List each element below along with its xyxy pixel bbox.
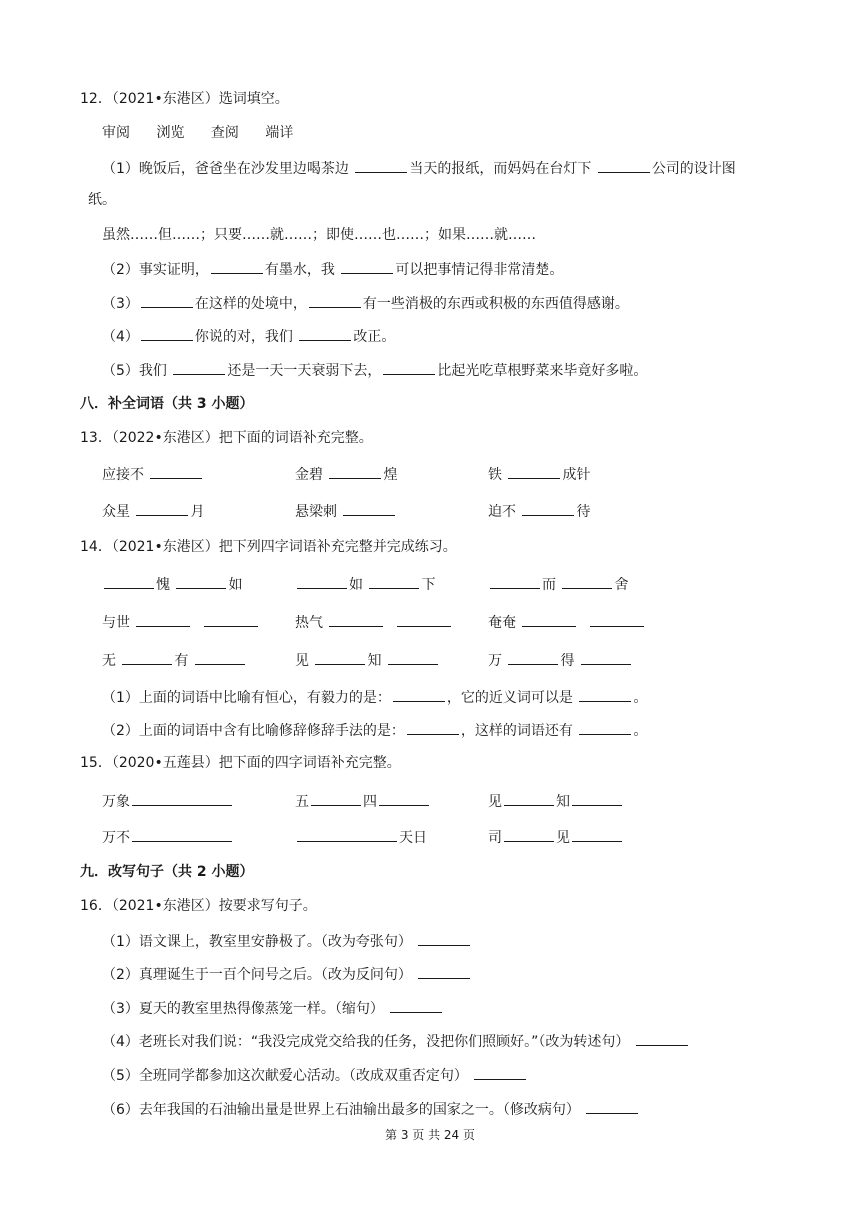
answer-blank[interactable] [636, 1030, 688, 1046]
text: 知 [556, 794, 570, 810]
text: 见 [556, 830, 570, 846]
answer-blank[interactable] [388, 649, 438, 665]
text: 热气 [295, 615, 328, 631]
q15-word [295, 826, 427, 848]
q13-title: 13．（2022•东港区）把下面的词语补充完整。 [80, 430, 373, 446]
answer-blank[interactable] [579, 686, 631, 702]
q16-item [102, 997, 444, 1019]
text: 改正。 [353, 329, 396, 345]
q14-word [295, 573, 435, 595]
q12-item-5 [102, 359, 647, 381]
text: 无 [102, 653, 121, 669]
text: 奄奄 [488, 615, 521, 631]
q14-word [488, 573, 628, 595]
q16-item [102, 930, 472, 952]
q12-item-1-cont: 纸。 [88, 192, 116, 208]
text: （6）去年我国的石油输出量是世界上石油输出最多的国家之一。（修改病句） [102, 1102, 585, 1118]
text: 见 [295, 653, 314, 669]
answer-blank[interactable] [369, 573, 419, 589]
text: 万不 [102, 830, 130, 846]
text: 可以把事情记得非常清楚。 [395, 262, 564, 278]
answer-blank[interactable] [104, 573, 154, 589]
q12-title: 12．（2021•东港区）选词填空。 [80, 91, 289, 107]
q14-sub-2 [102, 719, 647, 741]
text: 司 [488, 830, 502, 846]
text: 与世 [102, 615, 135, 631]
q14-word [295, 649, 440, 671]
text: （2）真理诞生于一百个问号之后。（改为反问句） [102, 967, 417, 983]
text: 。 [633, 690, 648, 706]
answer-blank[interactable] [562, 573, 612, 589]
answer-blank[interactable] [341, 258, 393, 274]
q15-word [102, 790, 234, 812]
text: 成针 [562, 467, 591, 483]
text: （1）晚饭后，爸爸坐在沙发里边喝茶边 [102, 161, 354, 177]
text: 万象 [102, 794, 130, 810]
answer-blank[interactable] [311, 790, 361, 806]
answer-blank[interactable] [407, 719, 459, 735]
text: 迫不 [488, 504, 521, 520]
text: 愧 [156, 577, 175, 593]
q12-item-2 [102, 258, 563, 280]
text: （5）我们 [102, 363, 172, 379]
word-option: 端详 [265, 125, 294, 141]
section-heading: 八．补全词语（共 3 小题） [80, 396, 254, 412]
text: 应接不 [102, 467, 149, 483]
text: 舍 [614, 577, 629, 593]
q12-item-1 [102, 157, 736, 179]
word-option: 查阅 [210, 125, 239, 141]
answer-blank[interactable] [141, 325, 193, 341]
q14-title: 14．（2021•东港区）把下列四字词语补充完整并完成练习。 [80, 539, 457, 555]
answer-blank[interactable] [204, 611, 258, 627]
answer-blank[interactable] [390, 997, 442, 1013]
answer-blank[interactable] [297, 826, 397, 842]
q15-word [488, 790, 624, 812]
q16-title: 16．（2021•东港区）按要求写句子。 [80, 898, 317, 914]
text: （1）语文课上，教室里安静极了。（改为夸张句） [102, 934, 417, 950]
answer-blank[interactable] [383, 359, 435, 375]
text: （4） [102, 329, 139, 345]
text: 公司的设计图 [651, 161, 736, 177]
q16-item [102, 1098, 640, 1120]
answer-blank[interactable] [572, 826, 622, 842]
answer-blank[interactable] [122, 649, 172, 665]
text: 待 [576, 504, 591, 520]
text: 月 [190, 504, 205, 520]
answer-blank[interactable] [329, 611, 383, 627]
text: 悬梁刺 [295, 504, 342, 520]
text: 比起光吃草根野菜来毕竟好多啦。 [437, 363, 648, 379]
text: 如 [349, 577, 368, 593]
q15-word [488, 826, 624, 848]
q16-item [102, 963, 472, 985]
text: ，它的近义词可以是 [446, 690, 578, 706]
page-number: 第 3 页 共 24 页 [385, 1128, 475, 1142]
answer-blank[interactable] [504, 826, 554, 842]
text: （4）老班长对我们说：“我没完成党交给我的任务，没把你们照顾好。”（改为转述句） [102, 1034, 634, 1050]
q12-item-4 [102, 325, 395, 347]
q15-word [102, 826, 234, 848]
section-heading: 九．改写句子（共 2 小题） [80, 864, 254, 880]
text: （5）全班同学都参加这次献爱心活动。（改成双重否定句） [102, 1068, 473, 1084]
text: 有一些消极的东西或积极的东西值得感谢。 [362, 296, 629, 312]
answer-blank[interactable] [418, 963, 470, 979]
answer-blank[interactable] [309, 292, 361, 308]
q14-sub-1 [102, 686, 647, 708]
text: （3） [102, 296, 139, 312]
answer-blank[interactable] [379, 790, 429, 806]
answer-blank[interactable] [474, 1064, 526, 1080]
word-option: 浏览 [156, 125, 185, 141]
text: 见 [488, 794, 502, 810]
answer-blank[interactable] [329, 463, 381, 479]
text: 万 [488, 653, 507, 669]
word-option: 审阅 [102, 125, 130, 141]
q12-word-bank [102, 123, 293, 143]
q14-word [488, 649, 633, 671]
text: 有墨水，我 [264, 262, 340, 278]
q15-title: 15．（2020•五莲县）把下面的四字词语补充完整。 [80, 755, 401, 771]
answer-blank[interactable] [132, 826, 232, 842]
q12-conjunctions: 虽然……但……；只要……就……；即使……也……；如果……就…… [102, 227, 536, 243]
text: 五 [295, 794, 309, 810]
q12-item-3 [102, 292, 629, 314]
answer-blank[interactable] [522, 611, 576, 627]
text: 四 [363, 794, 377, 810]
q14-word [102, 649, 247, 671]
q14-word [102, 611, 260, 633]
text: （2）上面的词语中含有比喻修辞修辞手法的是： [102, 723, 405, 739]
q13-word [488, 500, 590, 522]
text: （2）事实证明， [102, 262, 209, 278]
q16-item [102, 1030, 690, 1052]
answer-blank[interactable] [173, 359, 225, 375]
answer-blank[interactable] [397, 611, 451, 627]
answer-blank[interactable] [579, 719, 631, 735]
answer-blank[interactable] [315, 649, 365, 665]
text: 知 [367, 653, 386, 669]
text: 煌 [383, 467, 398, 483]
text: （3）夏天的教室里热得像蒸笼一样。（缩句） [102, 1001, 389, 1017]
answer-blank[interactable] [343, 500, 395, 516]
answer-blank[interactable] [141, 292, 193, 308]
text: 而 [542, 577, 561, 593]
text: 如 [228, 577, 243, 593]
q15-word [295, 790, 431, 812]
answer-blank[interactable] [299, 325, 351, 341]
text: 金碧 [295, 467, 328, 483]
q14-word [102, 573, 242, 595]
text: （1）上面的词语中比喻有恒心，有毅力的是： [102, 690, 391, 706]
text: 众星 [102, 504, 135, 520]
answer-blank[interactable] [393, 686, 445, 702]
text: 你说的对，我们 [194, 329, 298, 345]
text: 天日 [399, 830, 427, 846]
answer-blank[interactable] [150, 463, 202, 479]
answer-blank[interactable] [132, 790, 232, 806]
answer-blank[interactable] [195, 649, 245, 665]
text: 下 [421, 577, 436, 593]
answer-blank[interactable] [297, 573, 347, 589]
answer-blank[interactable] [504, 790, 554, 806]
text: 当天的报纸，而妈妈在台灯下 [409, 161, 596, 177]
answer-blank[interactable] [136, 500, 188, 516]
text: 铁 [488, 467, 507, 483]
answer-blank[interactable] [572, 790, 622, 806]
q13-word [295, 463, 397, 485]
answer-blank[interactable] [590, 611, 644, 627]
q13-word [102, 463, 204, 485]
text: 还是一天一天衰弱下去， [227, 363, 382, 379]
answer-blank[interactable] [581, 649, 631, 665]
answer-blank[interactable] [598, 157, 650, 173]
q13-word [488, 463, 590, 485]
answer-blank[interactable] [418, 930, 470, 946]
text: ，这样的词语还有 [460, 723, 578, 739]
q14-word [488, 611, 646, 633]
answer-blank[interactable] [211, 258, 263, 274]
q16-item [102, 1064, 528, 1086]
text: 得 [560, 653, 579, 669]
answer-blank[interactable] [522, 500, 574, 516]
text: 。 [633, 723, 648, 739]
q13-word [102, 500, 204, 522]
q13-word [295, 500, 397, 522]
text: 有 [174, 653, 193, 669]
answer-blank[interactable] [355, 157, 407, 173]
answer-blank[interactable] [508, 463, 560, 479]
answer-blank[interactable] [586, 1098, 638, 1114]
answer-blank[interactable] [508, 649, 558, 665]
answer-blank[interactable] [490, 573, 540, 589]
text: 在这样的处境中， [194, 296, 307, 312]
q14-word [295, 611, 453, 633]
answer-blank[interactable] [136, 611, 190, 627]
answer-blank[interactable] [176, 573, 226, 589]
